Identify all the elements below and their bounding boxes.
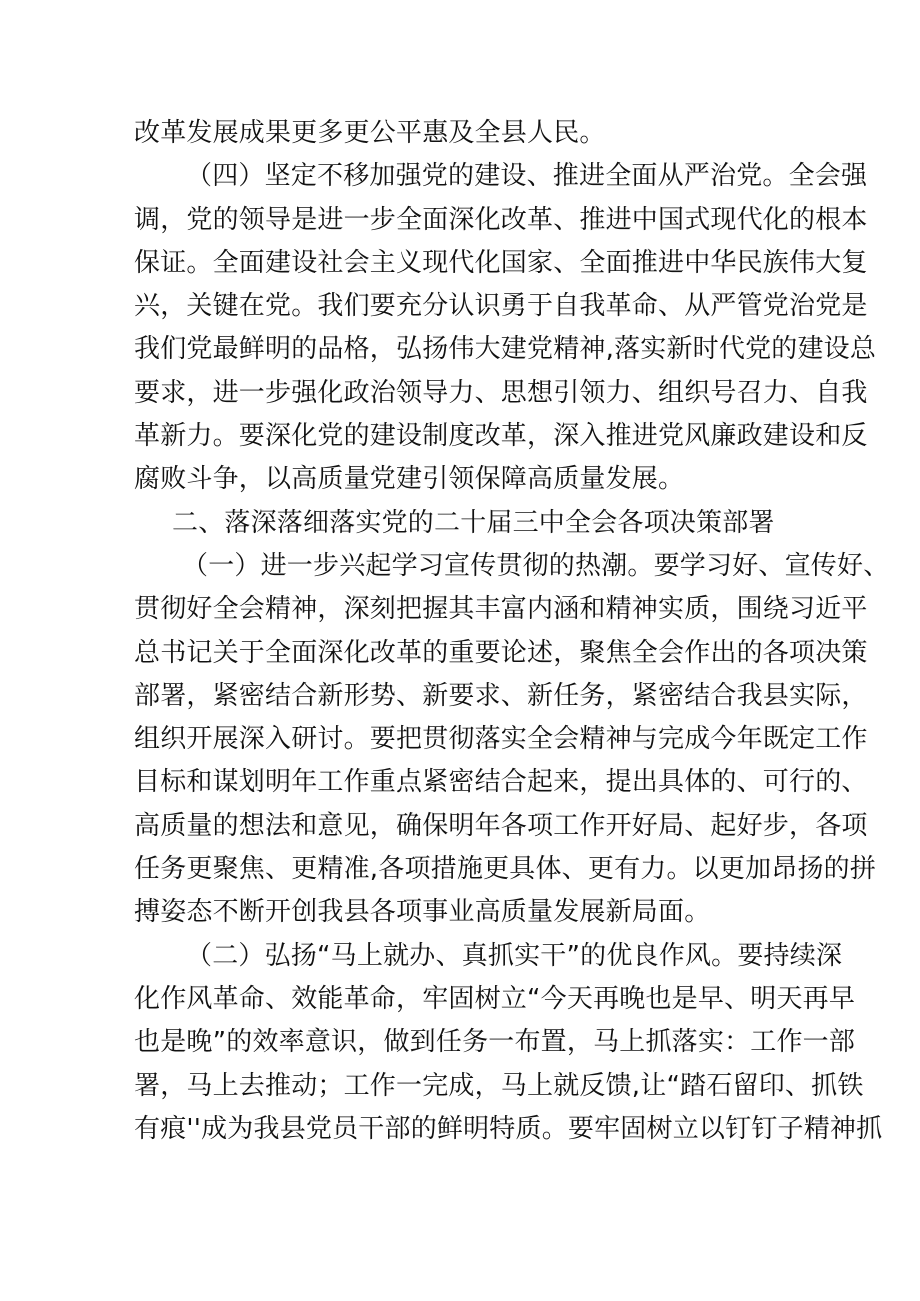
body-text [134,112,890,1151]
paragraph-line: 化作风革命、效能革命，牢固树立“今天再晚也是早、明天再早 [134,983,856,1014]
paragraph-line: 组织开展深入研讨。要把贯彻落实全会精神与完成今年既定工作 [134,724,868,755]
paragraph-line: 搏姿态不断开创我县各项事业高质量发展新局面。 [134,897,711,928]
section-two-heading: 二、落深落细落实党的二十届三中全会各项决策部署 [172,507,775,538]
paragraph-line: 也是晚”的效率意识，做到任务一布置，马上抓落实：工作一部 [134,1027,856,1058]
subsection-two-heading-line: （二）弘扬“马上就办、真抓实干”的优良作风。要持续深 [186,940,843,971]
paragraph-line: 贯彻好全会精神，深刻把握其丰富内涵和精神实质，围绕习近平 [134,594,868,625]
paragraph-line: 调，党的领导是进一步全面深化改革、推进中国式现代化的根本 [134,204,868,235]
subsection-one-heading-line: （一）进一步兴起学习宣传贯彻的热潮。要学习好、宣传好、 [182,550,890,581]
paragraph-line: 腐败斗争，以高质量党建引领保障高质量发展。 [134,464,685,495]
paragraph-line: 目标和谋划明年工作重点紧密结合起来，提出具体的、可行的、 [134,767,868,798]
paragraph-line: 要求，进一步强化政治领导力、思想引领力、组织号召力、自我 [134,377,868,408]
paragraph-line: 兴，关键在党。我们要充分认识勇于自我革命、从严管党治党是 [134,291,868,322]
paragraph-line: 改革发展成果更多更公平惠及全县人民。 [134,118,606,148]
paragraph-line: 革新力。要深化党的建设制度改革，深入推进党风廉政建设和反 [134,421,868,452]
paragraph-line: 任务更聚焦、更精准,各项措施更具体、更有力。以更加昂扬的拼 [134,854,877,885]
paragraph-line: 保证。全面建设社会主义现代化国家、全面推进中华民族伟大复 [134,247,868,278]
paragraph-line: 我们党最鲜明的品格，弘扬伟大建党精神,落实新时代党的建设总 [134,334,877,365]
paragraph-line: 署，马上去推动；工作一完成，马上就反馈,让“踏石留印、抓铁 [134,1070,864,1101]
paragraph-line: 有痕''成为我县党员干部的鲜明特质。要牢固树立以钉钉子精神抓 [134,1113,883,1144]
section-four-heading-line: （四）坚定不移加强党的建设、推进全面从严治党。全会强 [186,161,868,192]
paragraph-line: 部署，紧密结合新形势、新要求、新任务，紧密结合我县实际， [134,680,868,711]
paragraph-line: 高质量的想法和意见，确保明年各项工作开好局、起好步，各项 [134,810,868,841]
paragraph-line: 总书记关于全面深化改革的重要论述，聚焦全会作出的各项决策 [134,637,868,668]
